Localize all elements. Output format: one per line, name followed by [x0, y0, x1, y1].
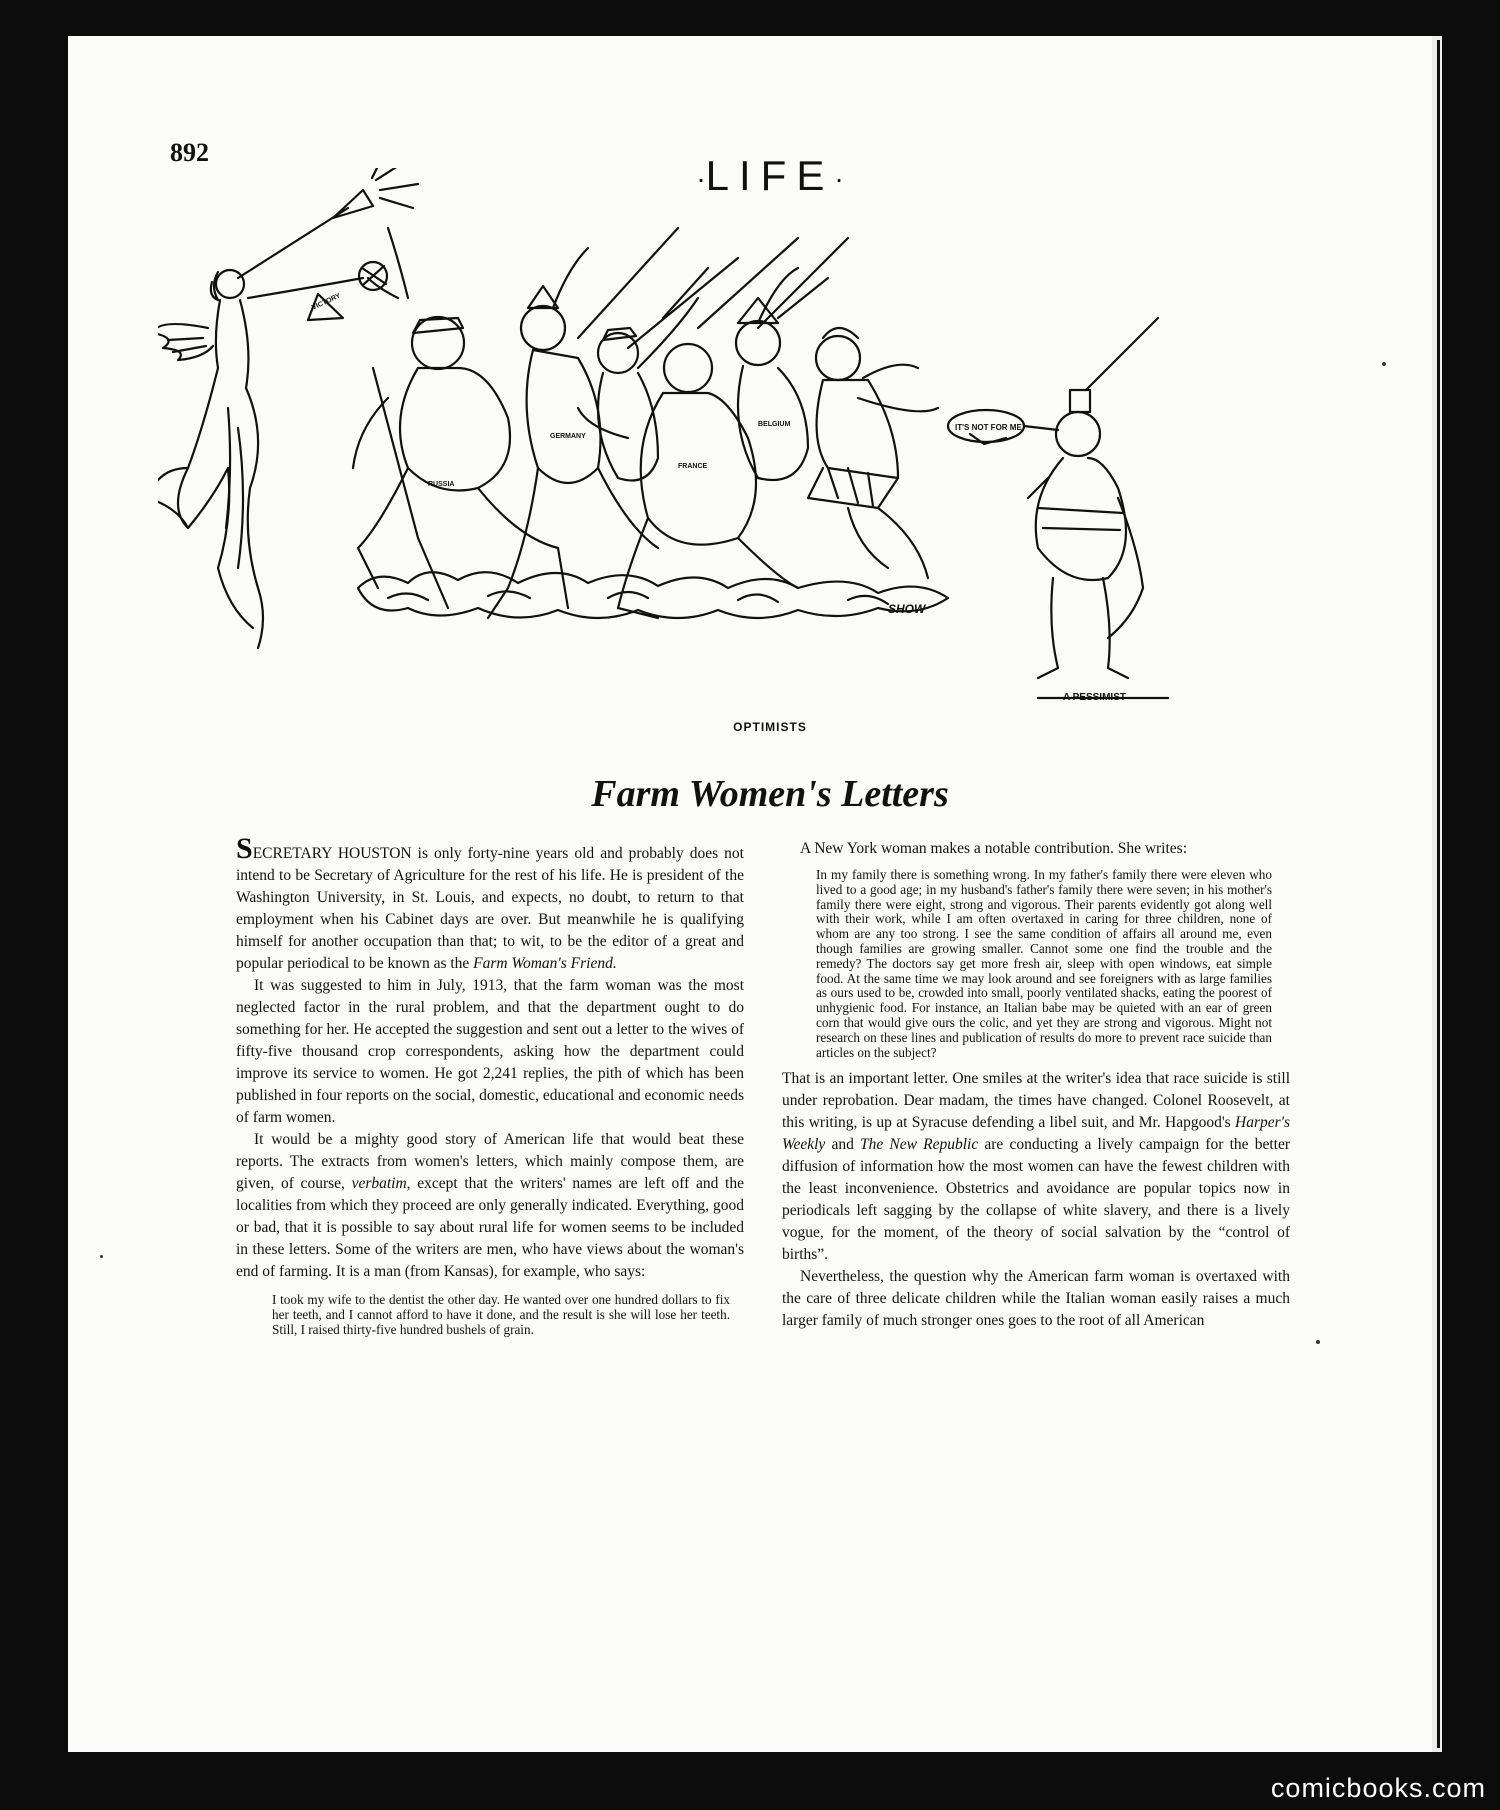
label-victory: VICTORY: [310, 292, 342, 312]
binding-line: [1437, 40, 1440, 1748]
label-germany: GERMANY: [550, 433, 586, 440]
scan-speck: [100, 1255, 103, 1258]
paragraph-important-letter: That is an important letter. One smiles at the writer's idea that race suicide is still under reprobation. Dear madam, the times have changed. Colonel Roosevelt, at this writing, is up at Syracuse defending a libel suit, and Mr. Hapgood's Harper's Weekly and The New Republic are conducting a lively campaign for the better diffusion of information how the most women can have the fewest children with the least inconvenience. Obstetrics and avoidance are popular topics now in periodicals left sagging by the collapse of white slavery, and there is a lively vogue, for the moment, of the theory of social salvation by the “control of births”.: [782, 1070, 1290, 1264]
paragraph-nevertheless: Nevertheless, the question why the American farm woman is overtaxed with the care of three delicate children while the Italian woman easily raises a much larger family of much stronger ones goes to the root of all American: [782, 1268, 1290, 1330]
page-number: 892: [170, 138, 209, 167]
label-france: FRANCE: [678, 463, 708, 470]
charging-soldiers-group: [353, 228, 948, 618]
label-russia: RUSSIA: [428, 481, 455, 488]
article-title: Farm Women's Letters: [591, 773, 949, 815]
speech-bubble-text: IT'S NOT FOR ME: [955, 423, 1022, 432]
pessimist-figure: [948, 318, 1168, 698]
masthead: ·LIFE·: [696, 152, 844, 199]
masthead-title: LIFE: [705, 152, 835, 199]
cartoon-caption: OPTIMISTS: [733, 720, 807, 734]
quote-new-york-woman: In my family there is something wrong. In my father's family there were eleven who lived to a good age; in my husband's father's family there were seven; in his mother's family there were eight, strong and vigorous. Their parents evidently got along well with their work, while I am often overtaxed in caring for three children, none of whom are any too strong. I see the same condition of affairs all around me, even though families are growing smaller. Cannot some one find the trouble and the remedy? The doctors say get more fresh air, sleep with open windows, eat simple food. At the same time we may look around and see foreigners with as large families as ours used to be, crowded into small, poorly ventilated shacks, eating the poorest of unhygienic food. For instance, an Italian babe may be quieted with an ear of green corn that would give ours the colic, and yet they are strong and vigorous. Might not research on these lines and publication of results do more to prevent race suicide than articles on the subject?: [816, 867, 1272, 1060]
watermark: comicbooks.com: [1270, 1773, 1486, 1803]
drop-cap: S: [236, 832, 253, 865]
article-column-left: [236, 832, 744, 1345]
label-belgium: BELGIUM: [758, 421, 791, 428]
paragraph-intro: SECRETARY HOUSTON is only forty-nine years old and probably does not intend to be Secretary of Agriculture for the rest of his life. He is president of the Washington University, in St. Louis, and expects, no doubt, to return to that employment when his Cabinet days are over. But meanwhile he is qualifying himself for another occupation than that; to wit, to be the editor of a great and popular periodical to be known as the Farm Woman's Friend.: [236, 832, 744, 972]
label-pessimist: A PESSIMIST: [1063, 692, 1126, 703]
artist-signature: SHOW: [888, 602, 926, 616]
quote-kansas-man: I took my wife to the dentist the other day. He wanted over one hundred dollars to fix her teeth, and I cannot afford to have it done, and the result is she will lose her teeth. Still, I raised thirty-five hundred bushels of grain.: [272, 1292, 730, 1337]
paragraph-suggestion: It was suggested to him in July, 1913, that the farm woman was the most neglected factor in the rural problem, and that the department ought to do something for her. He accepted the suggestion and sent out a letter to the wives of fifty-five thousand crop correspondents, asking how the department could improve its service to women. He got 2,241 replies, the pith of which has been published in four reports on the social, domestic, educational and economic needs of farm women.: [236, 977, 744, 1126]
paragraph-reports: It would be a mighty good story of American life that would beat these reports. The extracts from women's letters, which mainly compose them, are given, of course, verbatim, except that the writers' names are left off and the localities from which they proceed are only generally indicated. Everything, good or bad, that it is possible to say about rural life for women seems to be included in these letters. Some of the writers are men, who have views about the woman's end of farming. It is a man (from Kansas), for example, who says:: [236, 1131, 744, 1280]
scan-speck: [1382, 362, 1386, 366]
scan-speck: [1316, 1340, 1320, 1344]
cartoon-illustration: [158, 168, 1298, 706]
article-column-right: [782, 838, 1290, 1332]
paragraph-new-york-woman: A New York woman makes a notable contribution. She writes:: [800, 840, 1188, 857]
